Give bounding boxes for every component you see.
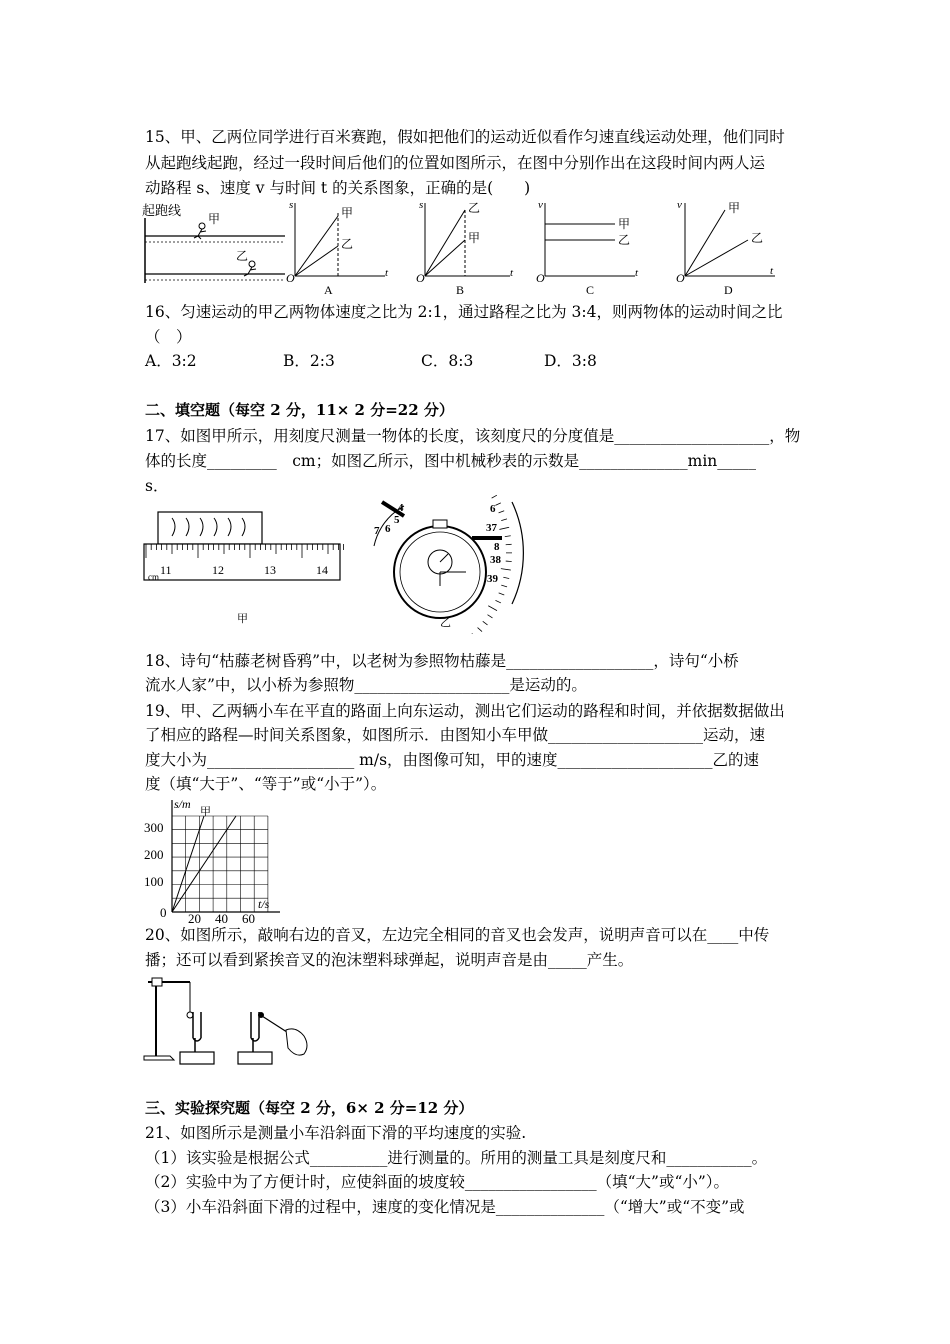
- svg-text:B: B: [456, 283, 465, 297]
- svg-text:甲: 甲: [468, 231, 481, 245]
- svg-text:8: 8: [494, 541, 500, 553]
- q21-line-2: （1）该实验是根据公式__________进行测量的。所用的测量工具是刻度尺和___________。: [145, 1149, 768, 1167]
- q15-line-1: 15、甲、乙两位同学进行百米赛跑，假如把他们的运动近似看作匀速直线运动处理，他们同时: [145, 128, 785, 146]
- svg-text:100: 100: [144, 874, 164, 889]
- q16-option-c: C．8:3: [421, 352, 474, 370]
- svg-text:O: O: [536, 271, 545, 285]
- svg-text:乙: 乙: [618, 233, 631, 247]
- q16-option-b: B．2:3: [283, 352, 335, 370]
- svg-text:37: 37: [486, 522, 497, 534]
- svg-text:20: 20: [188, 911, 201, 924]
- runner-jia-icon: [194, 223, 206, 239]
- svg-text:6: 6: [385, 523, 391, 535]
- svg-text:s: s: [289, 199, 294, 211]
- svg-text:12: 12: [212, 563, 224, 577]
- svg-text:13: 13: [264, 563, 276, 577]
- svg-text:v: v: [677, 199, 682, 211]
- q21-line-3: （2）实验中为了方便计时，应使斜面的坡度较_________________（填“大”或“小”）。: [145, 1173, 730, 1191]
- svg-text:6: 6: [490, 503, 496, 515]
- svg-text:5: 5: [394, 514, 400, 526]
- svg-text:乙: 乙: [468, 201, 481, 215]
- q15-line-2: 从起跑线起跑，经过一段时间后他们的位置如图所示，在图中分别作出在这段时间内两人运: [145, 154, 766, 172]
- caption-jia: 甲: [237, 613, 248, 625]
- q16-line-1: 16、匀速运动的甲乙两物体速度之比为 2:1，通过路程之比为 3:4，则两物体的运动时间之比: [145, 303, 783, 321]
- svg-text:cm: cm: [148, 572, 159, 582]
- stopwatch: [374, 494, 523, 634]
- svg-text:t: t: [770, 265, 774, 277]
- caption-yi: 乙: [440, 617, 451, 629]
- start-line-label: 起跑线: [142, 203, 182, 218]
- graph-d: [676, 199, 775, 297]
- measured-object: [158, 512, 262, 544]
- q18-line-2: 流水人家”中，以小桥为参照物____________________是运动的。: [145, 676, 587, 694]
- svg-text:0: 0: [160, 905, 167, 920]
- q21-line-1: 21、如图所示是测量小车沿斜面下滑的平均速度的实验.: [145, 1124, 527, 1142]
- svg-text:甲: 甲: [618, 217, 631, 231]
- section-3-title: 三、实验探究题（每空 2 分，6× 2 分=12 分）: [145, 1099, 474, 1117]
- ruler: [144, 544, 344, 582]
- q16-line-2: （ ）: [145, 328, 192, 346]
- svg-text:D: D: [724, 283, 733, 297]
- svg-text:A: A: [324, 283, 333, 297]
- runner-yi-label: 乙: [236, 249, 249, 263]
- runner-jia-label: 甲: [208, 212, 221, 226]
- q17-line-2: 体的长度_________ cm；如图乙所示，图中机械秒表的示数是______________min_____: [145, 452, 757, 470]
- svg-text:39: 39: [487, 573, 498, 585]
- svg-text:60: 60: [242, 911, 255, 924]
- graph-a: [286, 199, 389, 297]
- q19-graph: [140, 796, 290, 924]
- left-fork-icon: [193, 1012, 201, 1052]
- q15-line-3: 动路程 s、速度 v 与时间 t 的关系图象，正确的是( ): [145, 179, 531, 197]
- right-fork-icon: [251, 1012, 259, 1052]
- svg-text:7: 7: [374, 525, 380, 537]
- svg-text:O: O: [416, 271, 425, 285]
- q19-line-2: 了相应的路程—时间关系图象，如图所示．由图知小车甲做____________________运动，速: [145, 726, 766, 744]
- q21-line-4: （3）小车沿斜面下滑的过程中，速度的变化情况是______________（“增大”或“不变”或: [145, 1198, 745, 1216]
- svg-text:40: 40: [215, 911, 228, 924]
- q18-line-1: 18、诗句“枯藤老树昏鸦”中，以老树为参照物枯藤是___________________，诗句“小桥: [145, 652, 739, 670]
- q17-line-3: s．: [145, 477, 169, 495]
- svg-text:38: 38: [490, 554, 501, 566]
- section-2-title: 二、填空题（每空 2 分，11× 2 分=22 分）: [145, 401, 454, 419]
- svg-text:t: t: [510, 267, 514, 279]
- svg-text:300: 300: [144, 820, 164, 835]
- svg-text:甲: 甲: [341, 206, 354, 220]
- foam-ball-icon: [187, 1012, 193, 1018]
- svg-text:C: C: [586, 283, 595, 297]
- svg-text:4: 4: [398, 502, 404, 514]
- svg-text:s: s: [419, 199, 424, 211]
- q17-figure: [142, 494, 542, 634]
- q20-line-1: 20、如图所示，敲响右边的音叉，左边完全相同的音叉也会发声，说明声音可以在____中传: [145, 926, 770, 944]
- svg-text:11: 11: [160, 563, 172, 577]
- svg-text:甲: 甲: [728, 201, 741, 215]
- q19-line-4: 度（填“大于”、“等于”或“小于”）。: [145, 775, 387, 793]
- svg-text:200: 200: [144, 847, 164, 862]
- svg-text:乙: 乙: [341, 237, 354, 251]
- svg-text:O: O: [286, 271, 295, 285]
- svg-text:t: t: [635, 267, 639, 279]
- q20-tuning-fork-figure: [140, 972, 320, 1067]
- q19-series-label: 甲: [200, 806, 211, 818]
- q19-ylabel: s/m: [174, 797, 191, 811]
- q16-option-d: D．3:8: [544, 352, 597, 370]
- q17-line-1: 17、如图甲所示，用刻度尺测量一物体的长度，该刻度尺的分度值是____________________，物: [145, 427, 801, 445]
- q15-figure: [140, 198, 780, 298]
- q19-line-3: 度大小为___________________ m/s，由图像可知，甲的速度____________________乙的速: [145, 751, 760, 769]
- q16-option-a: A．3:2: [145, 352, 197, 370]
- hand-icon: [286, 1029, 307, 1055]
- q20-line-2: 播；还可以看到紧挨音叉的泡沫塑料球弹起，说明声音是由_____产生。: [145, 951, 634, 969]
- graph-b: [416, 199, 514, 297]
- q19-line-1: 19、甲、乙两辆小车在平直的路面上向东运动，测出它们运动的路程和时间，并依据数据做出: [145, 702, 785, 720]
- svg-text:v: v: [538, 199, 543, 211]
- svg-text:14: 14: [316, 563, 328, 577]
- svg-text:乙: 乙: [751, 231, 764, 245]
- q19-xlabel: t/s: [258, 897, 270, 911]
- svg-text:t: t: [385, 267, 389, 279]
- graph-c: [536, 199, 639, 297]
- svg-text:O: O: [676, 271, 685, 285]
